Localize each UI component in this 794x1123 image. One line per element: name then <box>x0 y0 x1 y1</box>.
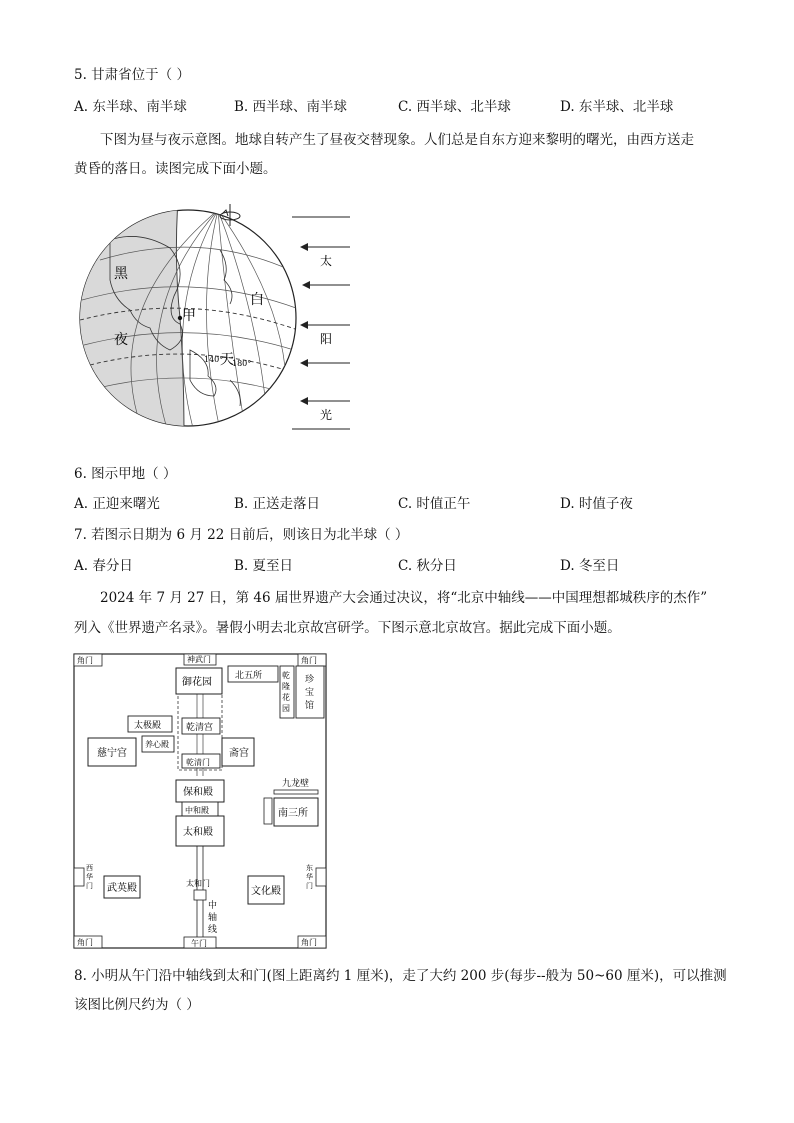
gate-xihuamen-2: 华 <box>86 873 93 881</box>
bldg-taijidian: 太极殿 <box>134 721 162 731</box>
bldg-wenhuadian: 文化殿 <box>251 886 281 897</box>
q5-option-c: C. 西半球、北半球 <box>398 99 511 115</box>
intro1-line2: 黄昏的落日。读图完成下面小题。 <box>74 161 277 177</box>
bldg-yangxindian: 养心殿 <box>145 740 169 749</box>
corner-gate-se: 角门 <box>301 938 317 947</box>
label-lon-140: 140° <box>204 355 224 364</box>
label-sun-tai: 太 <box>320 254 333 268</box>
axis-label-3: 线 <box>208 925 218 935</box>
label-sun-yang: 阳 <box>320 332 333 346</box>
arrow-lines <box>292 217 350 429</box>
corner-gate-ne: 角门 <box>301 656 317 665</box>
gate-wumen: 午门 <box>191 939 207 948</box>
label-lon-180: 180° <box>232 359 252 368</box>
q6-option-d: D. 时值子夜 <box>560 496 633 512</box>
bldg-qianlong-1: 乾 <box>282 671 290 680</box>
bldg-nansansuo: 南三所 <box>278 808 308 819</box>
bldg-zhenbao-1: 珍 <box>305 675 315 685</box>
bldg-qianqingmen: 乾清门 <box>186 758 210 767</box>
bldg-cininggong: 慈宁宫 <box>97 748 127 759</box>
q7-option-a: A. 春分日 <box>74 558 133 574</box>
bldg-taihedian: 太和殿 <box>183 827 213 838</box>
q6-option-a: A. 正迎来曙光 <box>74 496 160 512</box>
label-bai: 白 <box>250 292 264 308</box>
axis-label-2: 轴 <box>208 913 218 923</box>
gate-xihuamen-3: 门 <box>86 882 93 890</box>
q5-stem: 5. 甘肃省位于（ ） <box>74 67 190 83</box>
bldg-qianlong-2: 隆 <box>282 682 290 691</box>
intro1-line1: 下图为昼与夜示意图。地球自转产生了昼夜交替现象。人们总是自东方迎来黎明的曙光，由西方送走 <box>100 132 694 148</box>
q5-option-d: D. 东半球、北半球 <box>560 99 674 115</box>
q7-option-d: D. 冬至日 <box>560 558 620 574</box>
bldg-qianlong-3: 花 <box>282 693 290 702</box>
q7-stem: 7. 若图示日期为 6 月 22 日前后，则该日为北半球（ ） <box>74 527 409 543</box>
bldg-jiulongbi: 九龙壁 <box>282 779 310 789</box>
gate-xihuamen-1: 西 <box>86 864 93 872</box>
label-sun-guang: 光 <box>320 408 333 422</box>
intro2-line2: 列入《世界遗产名录》。暑假小明去北京故宫研学。下图示意北京故宫。据此完成下面小题。 <box>74 620 621 636</box>
bldg-qianqinggong: 乾清宫 <box>186 723 214 733</box>
bldg-qianlong-4: 园 <box>282 704 290 713</box>
bldg-zhaigong: 斋宫 <box>229 748 249 759</box>
forbidden-city-map <box>70 650 332 952</box>
q8-line1: 8. 小明从午门沿中轴线到太和门(图上距离约 1 厘米)，走了大约 200 步(每步--般为 50~60 厘米)，可以推测 <box>74 968 727 984</box>
bldg-taihemen-label: 太和门 <box>186 879 210 888</box>
corner-gate-sw: 角门 <box>77 938 93 947</box>
bldg-taihemen <box>194 890 206 900</box>
bldg-zhonghedian: 中和殿 <box>185 806 209 815</box>
sunlight-arrows <box>290 205 360 435</box>
q6-stem: 6. 图示甲地（ ） <box>74 466 177 482</box>
q6-option-c: C. 时值正午 <box>398 496 471 512</box>
q7-option-c: C. 秋分日 <box>398 558 457 574</box>
night-side <box>70 200 184 440</box>
gate-shenwumen: 神武门 <box>187 655 211 664</box>
bldg-zhenbao-3: 馆 <box>305 701 315 711</box>
label-ye: 夜 <box>114 332 128 348</box>
q5-option-b: B. 西半球、南半球 <box>234 99 348 115</box>
intro2-line1: 2024 年 7 月 27 日，第 46 届世界遗产大会通过决议，将“北京中轴线——中国理想都城秩序的杰作” <box>100 590 708 606</box>
bldg-zhenbao-2: 宝 <box>305 688 315 698</box>
axis-label-1: 中 <box>208 901 218 911</box>
q7-option-b: B. 夏至日 <box>234 558 294 574</box>
q5-option-a: A. 东半球、南半球 <box>74 99 187 115</box>
bldg-baohedian: 保和殿 <box>183 787 213 798</box>
bldg-yuhuayuan: 御花园 <box>182 677 212 688</box>
bldg-beiwusuo: 北五所 <box>235 671 263 681</box>
corner-gate-nw: 角门 <box>77 656 93 665</box>
q8-line2: 该图比例尺约为（ ） <box>74 997 200 1013</box>
label-jia: 甲 <box>182 308 196 324</box>
gate-donghuamen-2: 华 <box>306 873 313 881</box>
label-tian: 天 <box>220 352 234 368</box>
bldg-wuyingdian: 武英殿 <box>107 883 137 894</box>
gate-donghuamen-1: 东 <box>306 864 313 872</box>
label-hei: 黑 <box>114 266 128 282</box>
q6-option-b: B. 正送走落日 <box>234 496 321 512</box>
gate-donghuamen-3: 门 <box>306 882 313 890</box>
